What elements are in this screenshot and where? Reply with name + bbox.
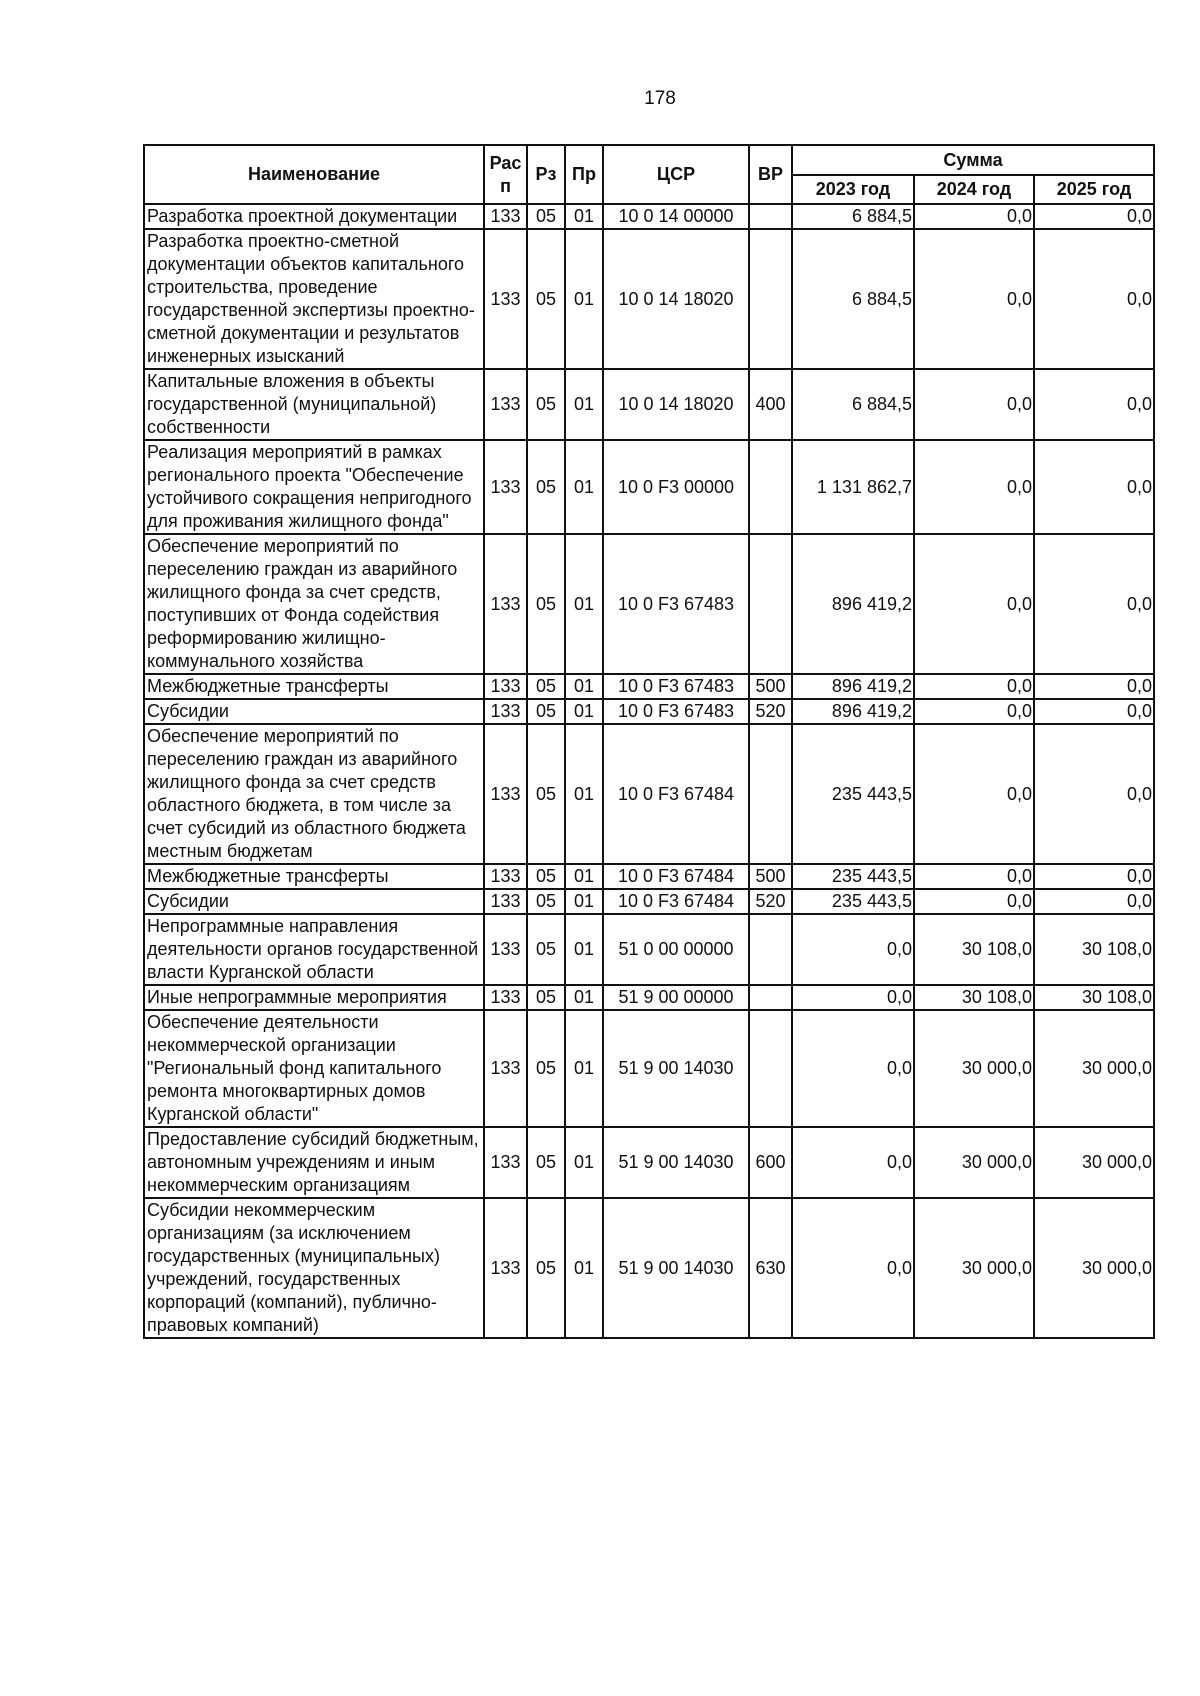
cell-name: Субсидии	[144, 699, 484, 724]
cell-name: Предоставление субсидий бюджетным, автономным учреждениям и иным некоммерческим организациям	[144, 1127, 484, 1198]
cell-sum-2023: 235 443,5	[792, 864, 914, 889]
cell-pr: 01	[565, 674, 603, 699]
cell-name: Обеспечение деятельности некоммерческой организации "Региональный фонд капитального ремонта многоквартирных домов Курганской области"	[144, 1010, 484, 1127]
cell-csr: 10 0 F3 67484	[603, 864, 749, 889]
cell-rz: 05	[527, 1010, 565, 1127]
table-row	[144, 1127, 1154, 1198]
cell-sum-2024: 0,0	[914, 204, 1034, 229]
cell-rz: 05	[527, 674, 565, 699]
cell-sum-2023: 0,0	[792, 1010, 914, 1127]
cell-vr	[749, 229, 792, 369]
table-row	[144, 1198, 1154, 1338]
cell-sum-2025: 30 000,0	[1034, 1198, 1154, 1338]
cell-pr: 01	[565, 889, 603, 914]
cell-rz: 05	[527, 889, 565, 914]
cell-vr: 400	[749, 369, 792, 440]
cell-pr: 01	[565, 1127, 603, 1198]
cell-name: Разработка проектно-сметной документации объектов капитального строительства, проведение государственной экспертизы проектно-сметной документации и результатов инженерных изысканий	[144, 229, 484, 369]
cell-sum-2025: 0,0	[1034, 369, 1154, 440]
cell-sum-2024: 0,0	[914, 699, 1034, 724]
header-vr: ВР	[749, 145, 792, 204]
table-row	[144, 204, 1154, 229]
cell-sum-2024: 0,0	[914, 440, 1034, 534]
cell-pr: 01	[565, 534, 603, 674]
cell-vr: 520	[749, 699, 792, 724]
cell-sum-2025: 30 000,0	[1034, 1010, 1154, 1127]
cell-sum-2023: 896 419,2	[792, 674, 914, 699]
cell-vr: 630	[749, 1198, 792, 1338]
cell-sum-2023: 6 884,5	[792, 369, 914, 440]
cell-sum-2025: 0,0	[1034, 674, 1154, 699]
cell-vr	[749, 985, 792, 1010]
cell-rasp: 133	[484, 204, 527, 229]
cell-name: Реализация мероприятий в рамках регионального проекта "Обеспечение устойчивого сокращения непригодного для проживания жилищного фонда"	[144, 440, 484, 534]
cell-rz: 05	[527, 204, 565, 229]
cell-rz: 05	[527, 534, 565, 674]
cell-rasp: 133	[484, 1010, 527, 1127]
cell-csr: 10 0 F3 67483	[603, 534, 749, 674]
cell-sum-2025: 0,0	[1034, 204, 1154, 229]
cell-csr: 51 9 00 00000	[603, 985, 749, 1010]
cell-pr: 01	[565, 369, 603, 440]
header-rz: Рз	[527, 145, 565, 204]
table-header	[144, 145, 1154, 204]
cell-csr: 10 0 14 18020	[603, 369, 749, 440]
cell-vr	[749, 724, 792, 864]
cell-pr: 01	[565, 1010, 603, 1127]
cell-rasp: 133	[484, 914, 527, 985]
cell-name: Обеспечение мероприятий по переселению граждан из аварийного жилищного фонда за счет средств областного бюджета, в том числе за счет субсидий из областного бюджета местным бюджетам	[144, 724, 484, 864]
cell-rasp: 133	[484, 440, 527, 534]
cell-rz: 05	[527, 699, 565, 724]
cell-sum-2024: 30 000,0	[914, 1010, 1034, 1127]
cell-vr	[749, 440, 792, 534]
cell-vr	[749, 1010, 792, 1127]
cell-rz: 05	[527, 229, 565, 369]
cell-name: Разработка проектной документации	[144, 204, 484, 229]
cell-rasp: 133	[484, 1198, 527, 1338]
cell-rasp: 133	[484, 699, 527, 724]
cell-csr: 10 0 F3 67484	[603, 889, 749, 914]
cell-rz: 05	[527, 724, 565, 864]
table-row	[144, 229, 1154, 369]
cell-csr: 10 0 14 18020	[603, 229, 749, 369]
cell-vr	[749, 914, 792, 985]
cell-sum-2025: 0,0	[1034, 724, 1154, 864]
cell-name: Обеспечение мероприятий по переселению граждан из аварийного жилищного фонда за счет средств, поступивших от Фонда содействия реформированию жилищно-коммунального хозяйства	[144, 534, 484, 674]
table-row	[144, 1010, 1154, 1127]
cell-name: Иные непрограммные мероприятия	[144, 985, 484, 1010]
cell-csr: 51 9 00 14030	[603, 1010, 749, 1127]
cell-name: Капитальные вложения в объекты государственной (муниципальной) собственности	[144, 369, 484, 440]
cell-sum-2023: 0,0	[792, 914, 914, 985]
cell-rasp: 133	[484, 724, 527, 864]
cell-sum-2024: 0,0	[914, 534, 1034, 674]
cell-sum-2023: 6 884,5	[792, 204, 914, 229]
cell-pr: 01	[565, 699, 603, 724]
cell-csr: 10 0 F3 67483	[603, 674, 749, 699]
cell-vr: 600	[749, 1127, 792, 1198]
cell-vr: 500	[749, 674, 792, 699]
cell-pr: 01	[565, 914, 603, 985]
cell-rasp: 133	[484, 674, 527, 699]
cell-name: Непрограммные направления деятельности органов государственной власти Курганской области	[144, 914, 484, 985]
cell-sum-2023: 896 419,2	[792, 534, 914, 674]
cell-csr: 51 0 00 00000	[603, 914, 749, 985]
cell-pr: 01	[565, 985, 603, 1010]
budget-table	[143, 144, 1155, 1339]
cell-name: Межбюджетные трансферты	[144, 864, 484, 889]
cell-sum-2025: 0,0	[1034, 440, 1154, 534]
header-year-2025: 2025 год	[1034, 175, 1154, 204]
cell-sum-2025: 0,0	[1034, 864, 1154, 889]
cell-sum-2023: 6 884,5	[792, 229, 914, 369]
cell-sum-2025: 30 108,0	[1034, 914, 1154, 985]
cell-csr: 10 0 F3 00000	[603, 440, 749, 534]
cell-rasp: 133	[484, 985, 527, 1010]
cell-sum-2024: 0,0	[914, 674, 1034, 699]
cell-pr: 01	[565, 440, 603, 534]
cell-pr: 01	[565, 229, 603, 369]
cell-rz: 05	[527, 1127, 565, 1198]
cell-pr: 01	[565, 1198, 603, 1338]
cell-rasp: 133	[484, 864, 527, 889]
cell-sum-2025: 0,0	[1034, 534, 1154, 674]
cell-sum-2024: 0,0	[914, 864, 1034, 889]
cell-csr: 10 0 14 00000	[603, 204, 749, 229]
cell-sum-2024: 30 000,0	[914, 1127, 1034, 1198]
cell-vr: 500	[749, 864, 792, 889]
cell-sum-2024: 0,0	[914, 724, 1034, 864]
cell-sum-2023: 0,0	[792, 1127, 914, 1198]
table-row	[144, 369, 1154, 440]
table-row	[144, 674, 1154, 699]
header-year-2024: 2024 год	[914, 175, 1034, 204]
cell-sum-2023: 0,0	[792, 985, 914, 1010]
cell-rasp: 133	[484, 889, 527, 914]
cell-pr: 01	[565, 204, 603, 229]
cell-rz: 05	[527, 985, 565, 1010]
cell-sum-2023: 235 443,5	[792, 889, 914, 914]
header-sum: Сумма	[792, 145, 1154, 175]
cell-sum-2024: 30 108,0	[914, 914, 1034, 985]
cell-sum-2023: 896 419,2	[792, 699, 914, 724]
cell-sum-2025: 30 000,0	[1034, 1127, 1154, 1198]
cell-rasp: 133	[484, 534, 527, 674]
page-number: 178	[644, 88, 676, 109]
header-rasp: Рас п	[484, 145, 527, 204]
cell-rz: 05	[527, 914, 565, 985]
header-pr: Пр	[565, 145, 603, 204]
cell-csr: 10 0 F3 67483	[603, 699, 749, 724]
cell-pr: 01	[565, 724, 603, 864]
cell-rz: 05	[527, 440, 565, 534]
cell-rasp: 133	[484, 229, 527, 369]
cell-pr: 01	[565, 864, 603, 889]
table-body	[144, 204, 1154, 1338]
cell-sum-2025: 0,0	[1034, 699, 1154, 724]
cell-sum-2023: 235 443,5	[792, 724, 914, 864]
header-name: Наименование	[144, 145, 484, 204]
cell-sum-2025: 30 108,0	[1034, 985, 1154, 1010]
header-csr: ЦСР	[603, 145, 749, 204]
table-row	[144, 724, 1154, 864]
table-row	[144, 985, 1154, 1010]
table-row	[144, 914, 1154, 985]
table-row	[144, 534, 1154, 674]
cell-rz: 05	[527, 369, 565, 440]
cell-name: Субсидии	[144, 889, 484, 914]
cell-name: Субсидии некоммерческим организациям (за исключением государственных (муниципальных) учреждений, государственных корпораций (компаний), публично-правовых компаний)	[144, 1198, 484, 1338]
cell-sum-2024: 30 000,0	[914, 1198, 1034, 1338]
cell-sum-2024: 0,0	[914, 229, 1034, 369]
cell-rasp: 133	[484, 1127, 527, 1198]
table-row	[144, 699, 1154, 724]
cell-rasp: 133	[484, 369, 527, 440]
cell-csr: 51 9 00 14030	[603, 1198, 749, 1338]
table-row	[144, 889, 1154, 914]
cell-name: Межбюджетные трансферты	[144, 674, 484, 699]
cell-csr: 51 9 00 14030	[603, 1127, 749, 1198]
cell-sum-2025: 0,0	[1034, 889, 1154, 914]
table-row	[144, 864, 1154, 889]
cell-vr	[749, 204, 792, 229]
cell-sum-2024: 30 108,0	[914, 985, 1034, 1010]
cell-sum-2023: 1 131 862,7	[792, 440, 914, 534]
header-year-2023: 2023 год	[792, 175, 914, 204]
cell-sum-2023: 0,0	[792, 1198, 914, 1338]
cell-rz: 05	[527, 1198, 565, 1338]
cell-vr	[749, 534, 792, 674]
cell-csr: 10 0 F3 67484	[603, 724, 749, 864]
cell-vr: 520	[749, 889, 792, 914]
cell-rz: 05	[527, 864, 565, 889]
table-row	[144, 440, 1154, 534]
cell-sum-2024: 0,0	[914, 369, 1034, 440]
cell-sum-2024: 0,0	[914, 889, 1034, 914]
cell-sum-2025: 0,0	[1034, 229, 1154, 369]
